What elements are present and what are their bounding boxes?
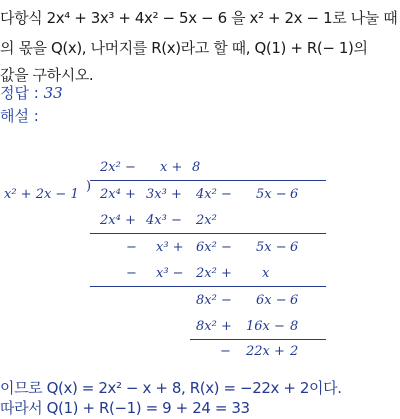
answer: [0, 82, 63, 103]
dividend-term: 3x³ +: [146, 187, 182, 202]
division-bracket: ): [86, 179, 92, 194]
dividend-term: 6: [290, 187, 299, 202]
problem-line-3: 값을 구하시오.: [0, 66, 94, 84]
problem-line-1: 다항식 2x⁴ + 3x³ + 4x² − 5x − 6 을 x² + 2x − 1로 나눌 때: [0, 9, 398, 27]
subtract-term: 2x²: [196, 213, 217, 228]
remainder-term: −: [220, 344, 231, 359]
remainder-term: 22x +: [246, 344, 285, 359]
dividend-term: 5x −: [256, 187, 287, 202]
subtract-term: 8: [290, 319, 299, 334]
remainder-term: 6: [290, 240, 299, 255]
subtract-term: 2x² +: [196, 266, 232, 281]
answer-value: 33: [43, 84, 63, 102]
remainder-term: 6: [290, 293, 299, 308]
remainder-term: −: [126, 240, 137, 255]
dividend-term: 2x⁴ +: [100, 187, 136, 202]
dividend-term: 4x² −: [196, 187, 232, 202]
remainder-term: x³ +: [156, 240, 184, 255]
subtract-term: 8x² +: [196, 319, 232, 334]
quotient-term: 8: [192, 160, 201, 175]
subtraction-line: [90, 233, 326, 234]
remainder-term: 8x² −: [196, 293, 232, 308]
subtract-term: x³ −: [156, 266, 184, 281]
conclusion-line-2: 따라서 Q(1) + R(−1) = 9 + 24 = 33: [0, 399, 250, 417]
remainder-term: 6x −: [256, 293, 287, 308]
subtract-term: 16x −: [246, 319, 285, 334]
subtraction-line: [90, 286, 326, 287]
subtract-term: 4x³ −: [146, 213, 182, 228]
remainder-term: 6x² −: [196, 240, 232, 255]
remainder-term: 2: [290, 344, 299, 359]
subtract-term: x: [262, 266, 270, 281]
conclusion-line-1: 이므로 Q(x) = 2x² − x + 8, R(x) = −22x + 2이다.: [0, 379, 342, 397]
quotient-term: x +: [160, 160, 183, 175]
answer-label: 정답 :: [0, 84, 44, 102]
subtract-term: 2x⁴ +: [100, 213, 136, 228]
explanation-label: 해설 :: [0, 107, 39, 125]
remainder-term: 5x −: [256, 240, 287, 255]
quotient-term: 2x² −: [100, 160, 136, 175]
divisor: x² + 2x − 1: [4, 187, 79, 202]
division-bar: [90, 180, 326, 181]
subtraction-line: [190, 339, 326, 340]
subtract-term: −: [126, 266, 137, 281]
problem-line-2: 의 몫을 Q(x), 나머지를 R(x)라고 할 때, Q(1) + R(− 1)의: [0, 39, 368, 57]
